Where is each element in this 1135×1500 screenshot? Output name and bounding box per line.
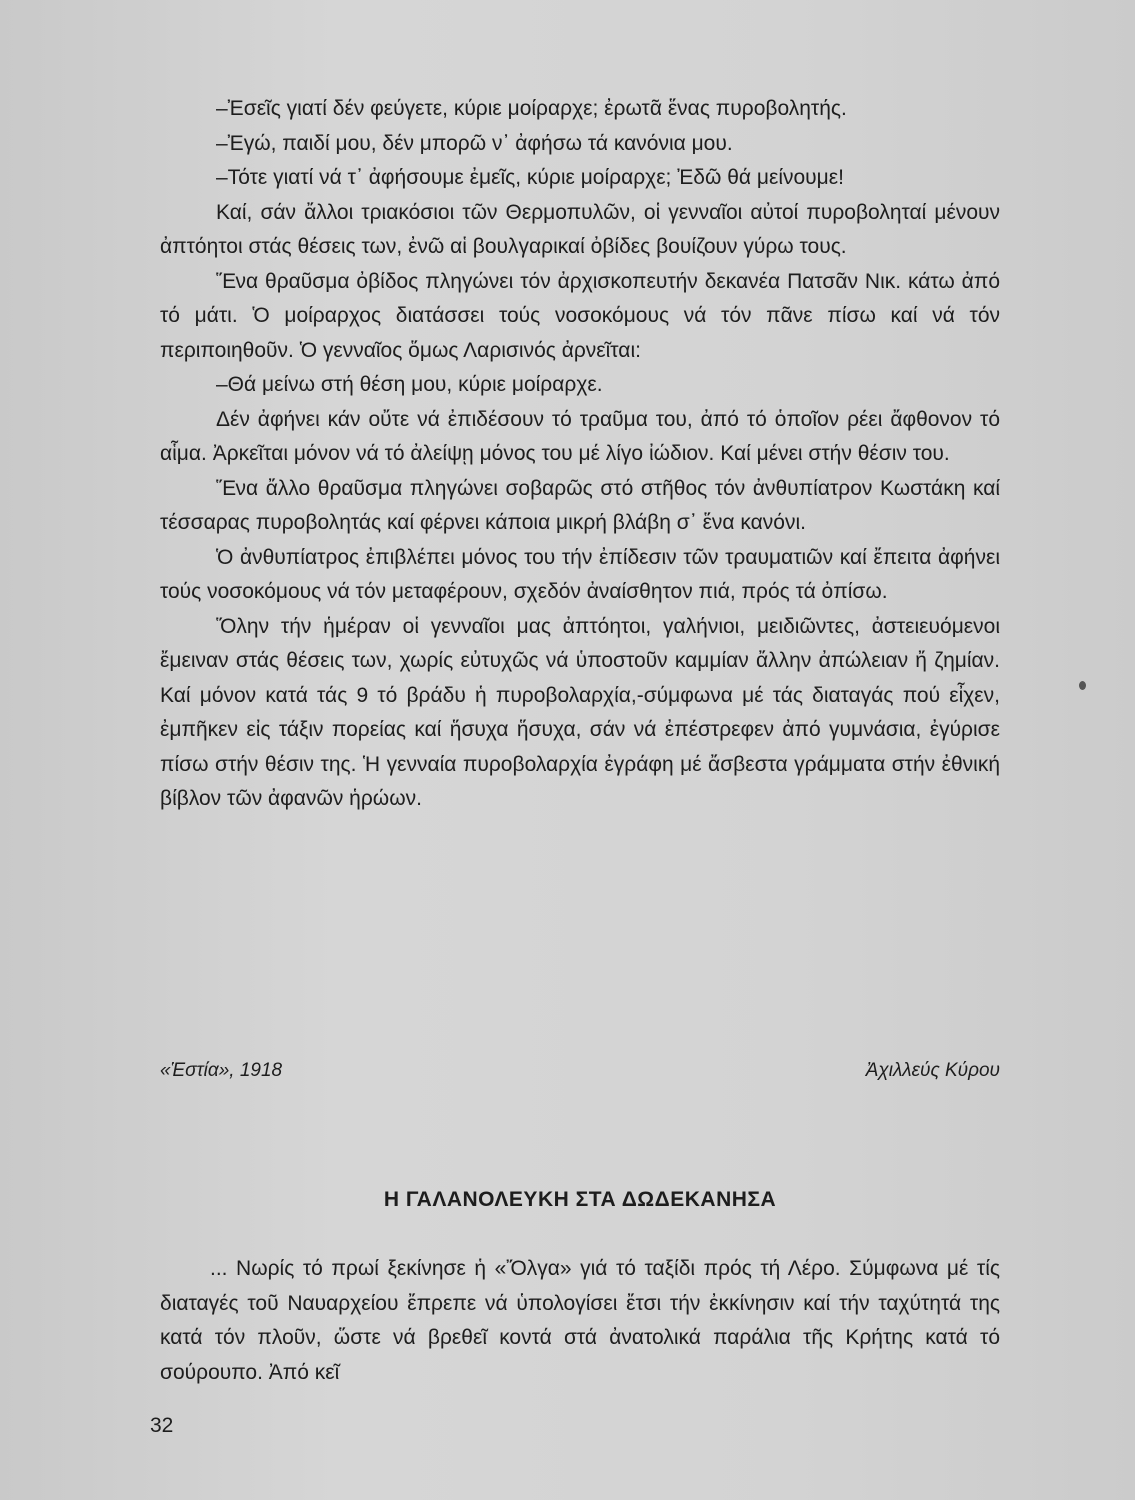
paragraph: –Ἐγώ, παιδί μου, δέν μπορῶ ν᾽ ἀφήσω τά κανόνια μου. (216, 131, 733, 155)
attribution-line (160, 1060, 1000, 1082)
paragraph: –Τότε γιατί νά τ᾽ ἀφήσουμε ἐμεῖς, κύριε μοίραρχε; Ἐδῶ θά μείνουμε! (216, 166, 844, 189)
paragraph: ... Νωρίς τό πρωί ξεκίνησε ἡ «Ὄλγα» γιά τό ταξίδι πρός τή Λέρο. Σύμφωνα μέ τίς διαταγές τοῦ Ναυαρχείου ἔπρεπε νά ὑπολογίσει ἔτσι τήν ἐκκίνησιν καί τήν ταχύτητά της κατά τόν πλοῦν, ὥστε νά βρεθεῖ κοντά στά ἀνατολικά παράλια τῆς Κρήτης κατά τό σούρουπο. Ἀπό κεῖ (160, 1257, 1000, 1384)
paragraph: –Ἐσεῖς γιατί δέν φεύγετε, κύριε μοίραρχε; ἐρωτᾶ ἕνας πυροβολητής. (216, 97, 847, 120)
paragraph: Ὅλην τήν ἡμέραν οἱ γενναῖοι μας ἀπτόητοι, γαλήνιοι, μειδιῶντες, ἀστειευόμενοι ἔμειναν στάς θέσεις των, χωρίς εὐτυχῶς νά ὑποστοῦν καμμίαν ἄλλην ἀπώλειαν ἤ ζημίαν. Καί μόνον κατά τάς 9 τό βράδυ ἡ πυροβολαρχία,-σύμφωνα μέ τάς διαταγάς πού εἶχεν, ἐμπῆκεν εἰς τάξιν πορείας καί ἥσυχα ἥσυχα, σάν νά ἐπέστρεφεν ἀπό γυμνάσια, ἐγύρισε πίσω στήν θέσιν της. Ἡ γενναία πυροβολαρχία ἐγράφη μέ ἄσβεστα γράμματα στήν ἐθνική βίβλον τῶν ἀφανῶν ἡρώων. (160, 614, 1000, 810)
ink-speck (1079, 681, 1086, 690)
section-heading: Η ΓΑΛΑΝΟΛΕΥΚΗ ΣΤΑ ΔΩΔΕΚΑΝΗΣΑ (383, 1188, 777, 1211)
paragraph: Ἕνα ἄλλο θραῦσμα πληγώνει σοβαρῶς στό στῆθος τόν ἀνθυπίατρον Κωστάκη καί τέσσαρας πυροβολητάς καί φέρνει κάποια μικρή βλάβη σ᾽ ἕνα κανόνι. (160, 476, 1000, 534)
paragraph: Ἕνα θραῦσμα ὀβίδος πληγώνει τόν ἀρχισκοπευτήν δεκανέα Πατσᾶν Νικ. κάτω ἀπό τό μάτι. Ὁ μοίραρχος διατάσσει τούς νοσοκόμους νά τόν πᾶνε πίσω καί νά τόν περιποιηθοῦν. Ὁ γενναῖος ὅμως Λαρισινός ἀρνεῖται: (160, 269, 1000, 362)
author-name: Ἀχιλλεύς Κύρου (865, 1060, 1000, 1081)
paragraph: Δέν ἀφήνει κάν οὔτε νά ἐπιδέσουν τό τραῦμα του, ἀπό τό ὁποῖον ρέει ἄφθονον τό αἷμα. Ἀρκεῖται μόνον νά τό ἀλείψῃ μόνος του μέ λίγο ἰώδιον. Καί μένει στήν θέσιν του. (160, 407, 1000, 465)
page-number: 32 (150, 1414, 174, 1437)
paragraph: Ὁ ἀνθυπίατρος ἐπιβλέπει μόνος του τήν ἐπίδεσιν τῶν τραυματιῶν καί ἔπειτα ἀφήνει τούς νοσοκόμους νά τόν μεταφέρουν, σχεδόν ἀναίσθητον πιά, πρός τά ὀπίσω. (160, 545, 1000, 603)
paragraph: –Θά μείνω στή θέση μου, κύριε μοίραρχε. (216, 373, 603, 396)
source-citation: «Ἑστία», 1918 (160, 1060, 283, 1081)
paragraph: Καί, σάν ἄλλοι τριακόσιοι τῶν Θερμοπυλῶν, οἱ γενναῖοι αὐτοί πυροβοληταί μένουν ἀπτόητοι στάς θέσεις των, ἐνῶ αἱ βουλγαρικαί ὀβίδες βουίζουν γύρω τους. (160, 200, 1000, 258)
section-text (160, 1252, 1000, 1390)
body-text (160, 92, 1000, 817)
